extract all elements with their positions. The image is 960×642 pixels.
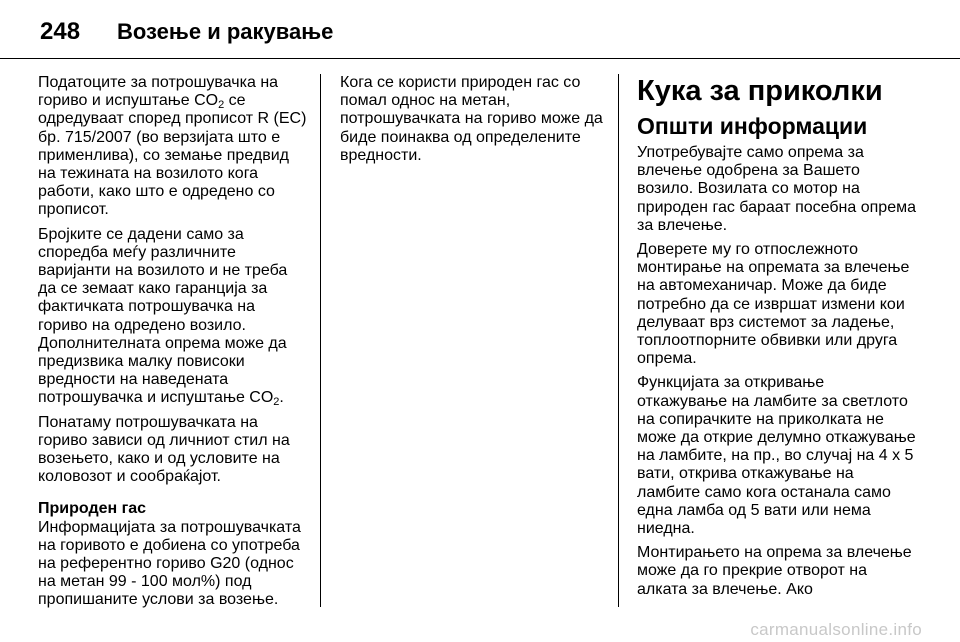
watermark: carmanualsonline.info (750, 620, 922, 639)
paragraph: Понатаму потрошувачката на гориво зависи од личниот стил на возењето, како и од условите на коловозот и сообраќајот. (38, 413, 290, 486)
text-run: . (279, 389, 284, 407)
column-right (637, 74, 917, 605)
text-run: Бројките се дадени само за споредба меѓу различните варијанти на возилото и не треба да се земаат како гаранција за фактичката потрошувачка на гориво на одредено возило. Дополнителната опрема може да предизвика малку повисоки вредности на наведената потрошувачка и испуштање CO (38, 225, 288, 407)
column-left (38, 74, 308, 616)
paragraph (38, 226, 308, 408)
page-header (40, 12, 920, 52)
natural-gas-heading: Природен гас (38, 500, 147, 518)
paragraph: Монтирањето на опрема за влечење може да го прекрие отворот на алката за влечење. Ако (637, 544, 912, 598)
section-subtitle: Општи информации (637, 113, 868, 139)
paragraph: Функцијата за откривање откажување на ламбите за светлото на сопирачките на приколката не може да открие делумно откажување на ламбите, на пр., во случај на 4 x 5 вати, открива откажување на ламбите само кога останала само една ламба од 5 вати или нема ниедна. (637, 374, 916, 538)
paragraph (38, 74, 308, 220)
paragraph: Употребувајте само опрема за влечење одобрена за Вашето возило. Возилата со мотор на природен гас бараат посебна опрема за влечење. (637, 144, 916, 234)
text-run: Податоците за потрошувачка на гориво и испуштање CO (38, 74, 279, 110)
subscript: 2 (218, 99, 225, 112)
text-run: се одредуваат според прописот R (EC) бр. 715/2007 (во верзијата што е применлива), со земање предвид на тежината на возилото кога работи, како што е одредено со прописот. (38, 92, 307, 219)
paragraph: Кога се користи природен гас со помал однос на метан, потрошувачката на гориво може да биде поинаква од определените вредности. (340, 74, 603, 164)
header-divider (0, 58, 960, 59)
section-title: Кука за приколки (637, 75, 883, 107)
column-divider (618, 74, 619, 607)
subscript: 2 (273, 396, 280, 409)
page-number: 248 (40, 18, 81, 45)
column-middle (340, 74, 605, 171)
chapter-title: Возење и ракување (117, 19, 334, 44)
paragraph: Информацијата за потрошувачката на горивото е добиена со употреба на референтно гориво G20 (однос на метан 99 - 100 мол%) под пропишаните услови за возење. (38, 518, 301, 609)
column-divider (320, 74, 321, 607)
paragraph: Доверете му го отпослежното монтирање на опремата за влечење на автомеханичар. Може да биде потребно да се извршат измени кои делуваат врз системот за ладење, топлоотпорните обвивки или друга опрема. (637, 241, 910, 368)
